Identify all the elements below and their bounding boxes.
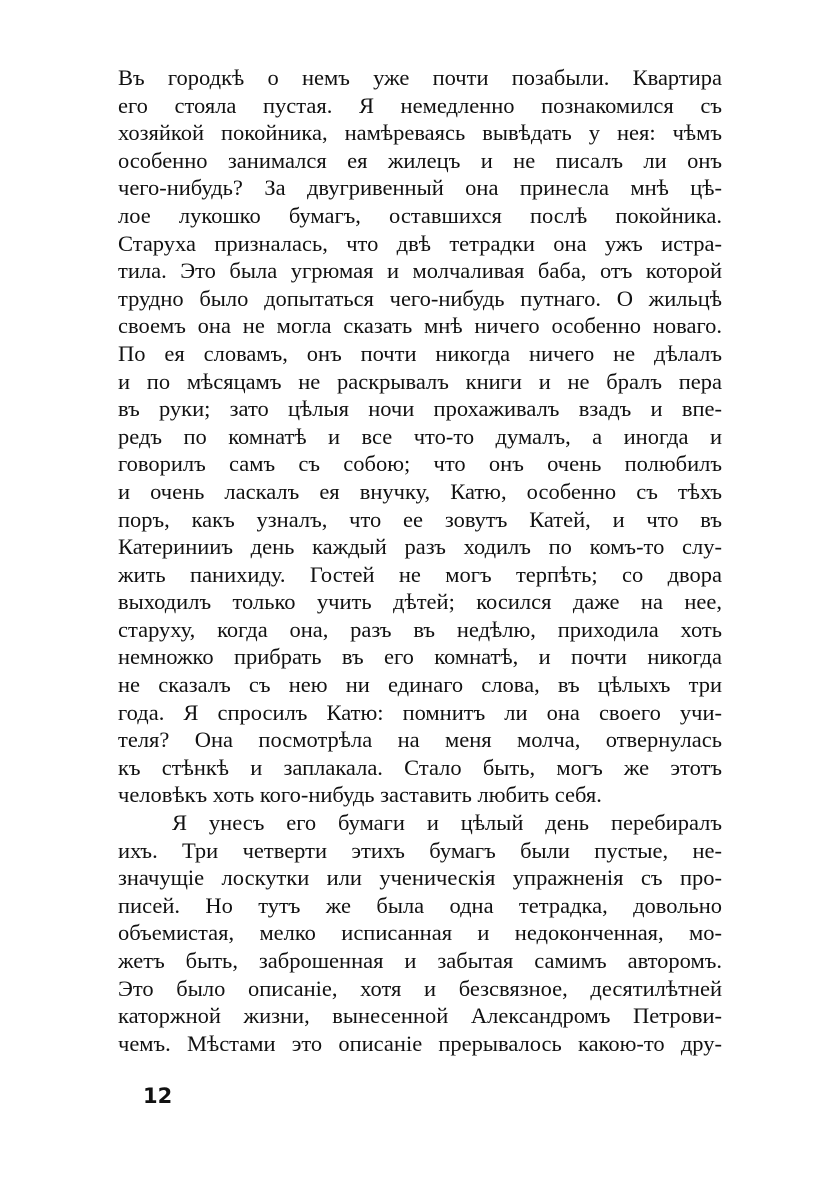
text-line: объемистая, мелко исписанная и недоконченная, мо- xyxy=(118,920,722,946)
text-line: ихъ. Три четверти этихъ бумагъ были пустые, не- xyxy=(118,837,722,863)
text-line: не сказалъ съ нею ни единаго слова, въ цѣлыхъ три xyxy=(118,672,722,698)
text-line: редъ по комнатѣ и все что-то думалъ, а иногда и xyxy=(118,423,722,449)
text-line: теля? Она посмотрѣла на меня молча, отвернулась xyxy=(118,727,722,753)
text-line: Въ городкѣ о немъ уже почти позабыли. Квартира xyxy=(118,65,722,90)
text-line: чемъ. Мѣстами это описаніе прерывалось какою-то дру- xyxy=(118,1030,722,1056)
text-line: его стояла пустая. Я немедленно познакомился съ xyxy=(118,92,722,118)
text-line: особенно занимался ея жилецъ и не писалъ ли онъ xyxy=(118,147,722,173)
page-number: 12 xyxy=(143,1084,173,1108)
text-line: и очень ласкалъ ея внучку, Катю, особенно съ тѣхъ xyxy=(118,478,722,504)
text-line: Я унесъ его бумаги и цѣлый день перебиралъ xyxy=(172,810,722,836)
text-line: каторжной жизни, вынесенной Александромъ Петрови- xyxy=(118,1003,722,1029)
paragraph-2 xyxy=(118,809,722,1057)
text-line: въ руки; зато цѣлыя ночи прохаживалъ взадъ и впе- xyxy=(118,396,722,422)
text-line: Катеринииъ день каждый разъ ходилъ по комъ-то слу- xyxy=(118,534,722,560)
text-line: писей. Но тутъ же была одна тетрадка, довольно xyxy=(118,892,722,918)
text-line: къ стѣнкѣ и заплакала. Стало быть, могъ же этотъ xyxy=(118,754,722,780)
text-line: хозяйкой покойника, намѣреваясь вывѣдать у нея: чѣмъ xyxy=(118,120,722,146)
text-line: значущіе лоскутки или ученическія упражненія съ про- xyxy=(118,865,722,891)
text-line: По ея словамъ, онъ почти никогда ничего не дѣлалъ xyxy=(118,340,722,366)
text-line: лое лукошко бумагъ, оставшихся послѣ покойника. xyxy=(118,202,722,228)
text-line: своемъ она не могла сказать мнѣ ничего особенно новаго. xyxy=(118,313,722,339)
text-line: трудно было допытаться чего-нибудь путнаго. О жильцѣ xyxy=(118,285,722,311)
text-line: чего-нибудь? За двугривенный она принесла мнѣ цѣ- xyxy=(118,175,722,201)
text-line: говорилъ самъ съ собою; что онъ очень полюбилъ xyxy=(118,451,722,477)
text-line: человѣкъ хоть кого-нибудь заставить любить себя. xyxy=(118,782,602,808)
text-line: старуху, когда она, разъ въ недѣлю, приходила хоть xyxy=(118,616,722,642)
body-text xyxy=(118,64,722,1057)
text-line: года. Я спросилъ Катю: помнитъ ли она своего учи- xyxy=(118,699,722,725)
text-line: Старуха призналась, что двѣ тетрадки она ужъ истра- xyxy=(118,230,722,256)
text-line: жетъ быть, заброшенная и забытая самимъ авторомъ. xyxy=(118,948,722,973)
paragraph-1 xyxy=(118,64,722,809)
text-line: и по мѣсяцамъ не раскрывалъ книги и не бралъ пера xyxy=(118,368,722,394)
text-line: немножко прибрать въ его комнатѣ, и почти никогда xyxy=(118,644,722,670)
text-line: поръ, какъ узналъ, что ее зовутъ Катей, и что въ xyxy=(118,506,722,532)
text-line: жить панихиду. Гостей не могъ терпѣть; со двора xyxy=(118,561,722,587)
text-line: выходилъ только учить дѣтей; косился даже на нее, xyxy=(118,589,722,615)
text-line: Это было описаніе, хотя и безсвязное, десятилѣтней xyxy=(118,975,722,1001)
text-line: тила. Это была угрюмая и молчаливая баба, отъ которой xyxy=(118,258,722,284)
